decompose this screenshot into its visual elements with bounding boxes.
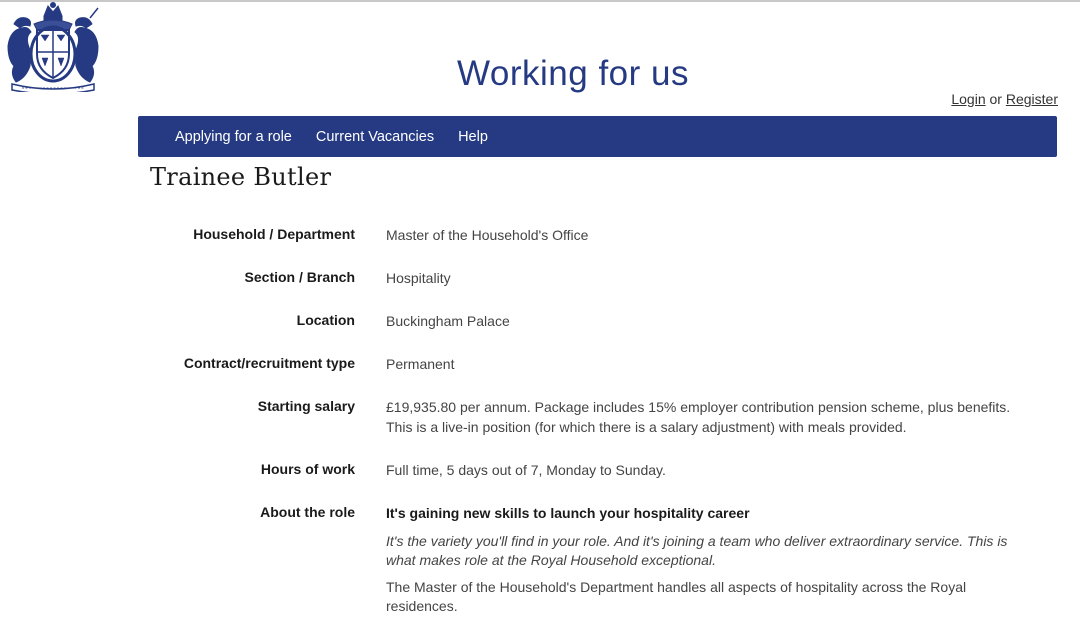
about-role-heading: It's gaining new skills to launch your hospitality career <box>386 505 750 521</box>
about-role-paragraph: The Master of the Household's Department handles all aspects of hospitality across the Royal residences. <box>386 578 967 614</box>
detail-label: Location <box>296 312 355 328</box>
register-link[interactable]: Register <box>1005 91 1058 107</box>
auth-or-text: or <box>989 91 1002 107</box>
nav-item-applying-for-a-role[interactable]: Applying for a role <box>175 128 292 145</box>
detail-value: Permanent <box>386 356 455 372</box>
main-nav <box>138 116 1057 157</box>
detail-value: Hospitality <box>386 270 451 286</box>
detail-label: Section / Branch <box>244 269 355 285</box>
detail-value: Master of the Household's Office <box>386 227 589 243</box>
detail-value: Full time, 5 days out of 7, Monday to Sunday. <box>386 462 666 478</box>
about-role-content <box>386 504 1026 617</box>
site-title: Working for us <box>457 54 689 93</box>
about-role-tagline: It's the variety you'll find in your role. And it's joining a team who deliver extraordinary service. This is what makes role at the Royal Household exceptional. <box>386 532 1008 568</box>
detail-label: Contract/recruitment type <box>183 355 355 371</box>
auth-links <box>951 91 1058 107</box>
detail-value: Buckingham Palace <box>386 313 510 329</box>
detail-label: Hours of work <box>260 461 355 477</box>
detail-label: Starting salary <box>257 398 355 414</box>
login-link[interactable]: Login <box>951 91 986 107</box>
detail-value: £19,935.80 per annum. Package includes 15% employer contribution pension scheme, plus benefits. This is a live-in position (for which there is a salary adjustment) with meals provided. <box>386 399 1011 435</box>
nav-item-current-vacancies[interactable]: Current Vacancies <box>315 128 435 145</box>
nav-item-help[interactable]: Help <box>458 128 488 145</box>
detail-label: About the role <box>260 504 355 520</box>
job-title: Trainee Butler <box>150 163 332 191</box>
detail-label: Household / Department <box>193 226 355 242</box>
